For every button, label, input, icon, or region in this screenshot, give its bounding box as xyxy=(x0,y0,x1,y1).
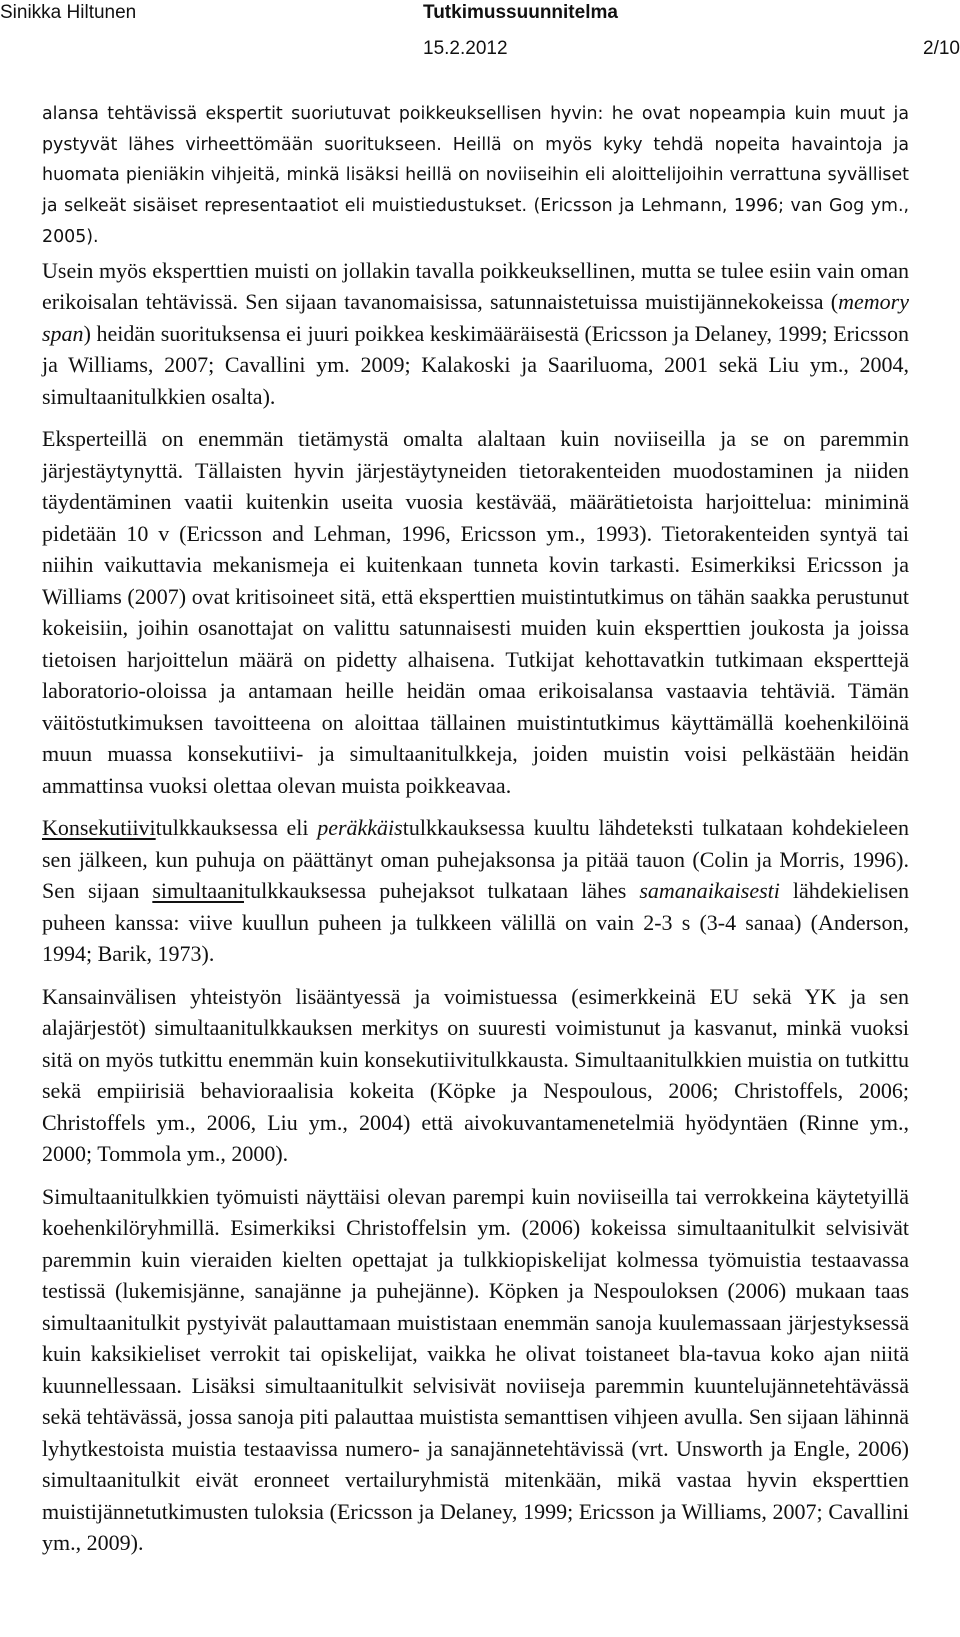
header-title: Tutkimussuunnitelma xyxy=(423,2,618,23)
paragraph-2-text: Eksperteillä on enemmän tietämystä omalta alaltaan kuin noviiseilla ja se on paremmin järjestäytynyttä. Tällaisten hyvin järjestäytyneiden tietorakenteiden muodostaminen ja niiden täydentäminen vaatii kuitenkin useita vuosia kestävää, määrätietoista harjoittelua: miniminä pidetään 10 v (Ericsson and Lehman, 1996, Ericsson ym., 1993). Tietorakenteiden syntyä tai niihin vaikuttavia mekanismeja ei kuitenkaan tunneta kovin tarkasti. Esimerkiksi Ericsson ja Williams (2007) ovat kritisoineet sitä, että eksperttien muistintutkimus on tähän saakka perustunut kokeisiin, joihin osanottajat on valittu satunnaisesti muiden kuin eksperttien joukosta ja joissa tietoisen harjoittelun määrä on pidetty alhaisena. Tutkijat kehottavatkin tutkimaan eksperttejä laboratorio-oloissa ja antamaan heille heidän omaa erikoisalansa vastaavia tehtäviä. Tämän väitöstutkimuksen tavoitteena on aloittaa tällainen muistintutkimus käyttämällä koehenkilöinä muun muassa konsekutiivi- ja simultaanitulkkeja, joiden muistin voisi pelkästään heidän ammattinsa vuoksi olettaa olevan muista poikkeavaa. xyxy=(42,426,909,798)
paragraph-1b-before: Usein myös eksperttien muisti on jollakin tavalla poikkeuksellinen, mutta se tulee esiin vain oman erikoisalan tehtävissä. Sen sijaan tavanomaisissa, satunnaistetuissa muistijännekokeissa ( xyxy=(42,257,909,315)
paragraph-3-text-2: tulkkauksessa kuultu lähdeteksti tulkataan kohdekieleen sen jälkeen, kun puhuja on päättänyt oman puhejaksonsa ja pitää tauon (Colin ja Morris, 1996). Sen sijaan xyxy=(42,815,909,904)
paragraph-1b-italic: memory span xyxy=(42,289,909,346)
paragraph-1-continued xyxy=(42,255,909,413)
document-body xyxy=(42,99,909,1559)
paragraph-2 xyxy=(42,423,909,801)
term-simultaani: simultaani xyxy=(152,878,244,904)
paragraph-3-text-4: lähdekielisen puheen kanssa: viive kuullun puheen ja tulkkeen välillä on vain 2-3 s (3-4 sanaa) (Anderson, 1994; Barik, 1973). xyxy=(42,878,909,967)
paragraph-1b-after: ) heidän suorituksensa ei juuri poikkea keskimääräisestä (Ericsson ja Delaney, 1999; Ericsson ja Williams, 2007; Cavallini ym. 2009; Kalakoski ja Saariluoma, 2001 sekä Liu ym., 2004, simultaanitulkkien osalta). xyxy=(42,320,909,409)
term-perakkais: peräkkäis xyxy=(317,815,403,841)
paragraph-4-text: Kansainvälisen yhteistyön lisääntyessä ja voimistuessa (esimerkkeinä EU sekä YK ja sen alajärjestöt) simultaanitulkkauksen merkitys on suuresti voimistunut ja kasvanut, minkä vuoksi sitä on myös tutkittu enemmän kuin konsekutiivitulkkausta. Simultaanitulkkien muistia on tutkittu sekä empiirisiä behavioraalisia kokeita (Köpke ja Nespoulous, 2006; Christoffels, 2006; Christoffels ym., 2006, Liu ym., 2004) että aivokuvantamenetelmiä hyödyntäen (Rinne ym., 2000; Tommola ym., 2000). xyxy=(42,983,909,1167)
header-author: Sinikka Hiltunen xyxy=(0,2,137,23)
term-samanaikaisesti: samanaikaisesti xyxy=(639,878,780,904)
term-konsekutiivi: Konsekutiivi xyxy=(42,815,156,841)
paragraph-3-text-3: tulkkauksessa puhejaksot tulkataan lähes xyxy=(243,878,640,904)
paragraph-1 xyxy=(42,99,909,253)
paragraph-3-text-1: tulkkauksessa eli xyxy=(155,815,318,841)
header-page-number: 2/10 xyxy=(923,38,960,59)
paragraph-4 xyxy=(42,981,909,1170)
page-header xyxy=(0,0,960,80)
paragraph-1-text: alansa tehtävissä ekspertit suoriutuvat poikkeuksellisen hyvin: he ovat nopeampia kuin muut ja pystyvät lähes virheettömään suoritukseen. Heillä on myös kyky tehdä nopeita havaintoja ja huomata pieniäkin vihjeitä, minkä lisäksi heillä on noviiseihin eli aloittelijoihin verrattuna syvälliset ja selkeät sisäiset representaatiot eli muistiedustukset. (Ericsson ja Lehmann, 1996; van Gog ym., 2005). xyxy=(42,104,909,247)
header-date: 15.2.2012 xyxy=(423,38,508,59)
paragraph-5 xyxy=(42,1181,909,1559)
paragraph-3 xyxy=(42,812,909,970)
paragraph-5-text: Simultaanitulkkien työmuisti näyttäisi olevan parempi kuin noviiseilla tai verrokkeina käytetyillä koehenkilöryhmillä. Esimerkiksi Christoffelsin ym. (2006) kokeissa simultaanitulkit selvisivät paremmin kuin vieraiden kielten opettajat ja tulkkiopiskelijat kolmessa työmuistia testaavassa testissä (lukemisjänne, sanajänne ja puhejänne). Köpken ja Nespouloksen (2006) mukaan taas simultaanitulkit pystyivät palauttamaan muististaan enemmän sanoja kuulemassaan järjestyksessä kuin kaksikieliset verrokit tai opiskelijat, vaikka he olivat toistaneet bla-tavua koko ajan niitä kuunnellessaan. Lisäksi simultaanitulkit selvisivät noviiseja paremmin kuuntelujännetehtävässä sekä tehtävässä, jossa sanoja piti palauttaa muistista semanttisen vihjeen avulla. Sen sijaan lähinnä lyhytkestoista muistia testaavissa numero- ja sanajännetehtävissä (vrt. Unsworth ja Engle, 2006) simultaanitulkit eivät eronneet vertailuryhmistä mitenkään, mikä vastaa hyvin eksperttien muistijännetutkimusten tuloksia (Ericsson ja Delaney, 1999; Ericsson ja Williams, 2007; Cavallini ym., 2009). xyxy=(42,1183,909,1556)
